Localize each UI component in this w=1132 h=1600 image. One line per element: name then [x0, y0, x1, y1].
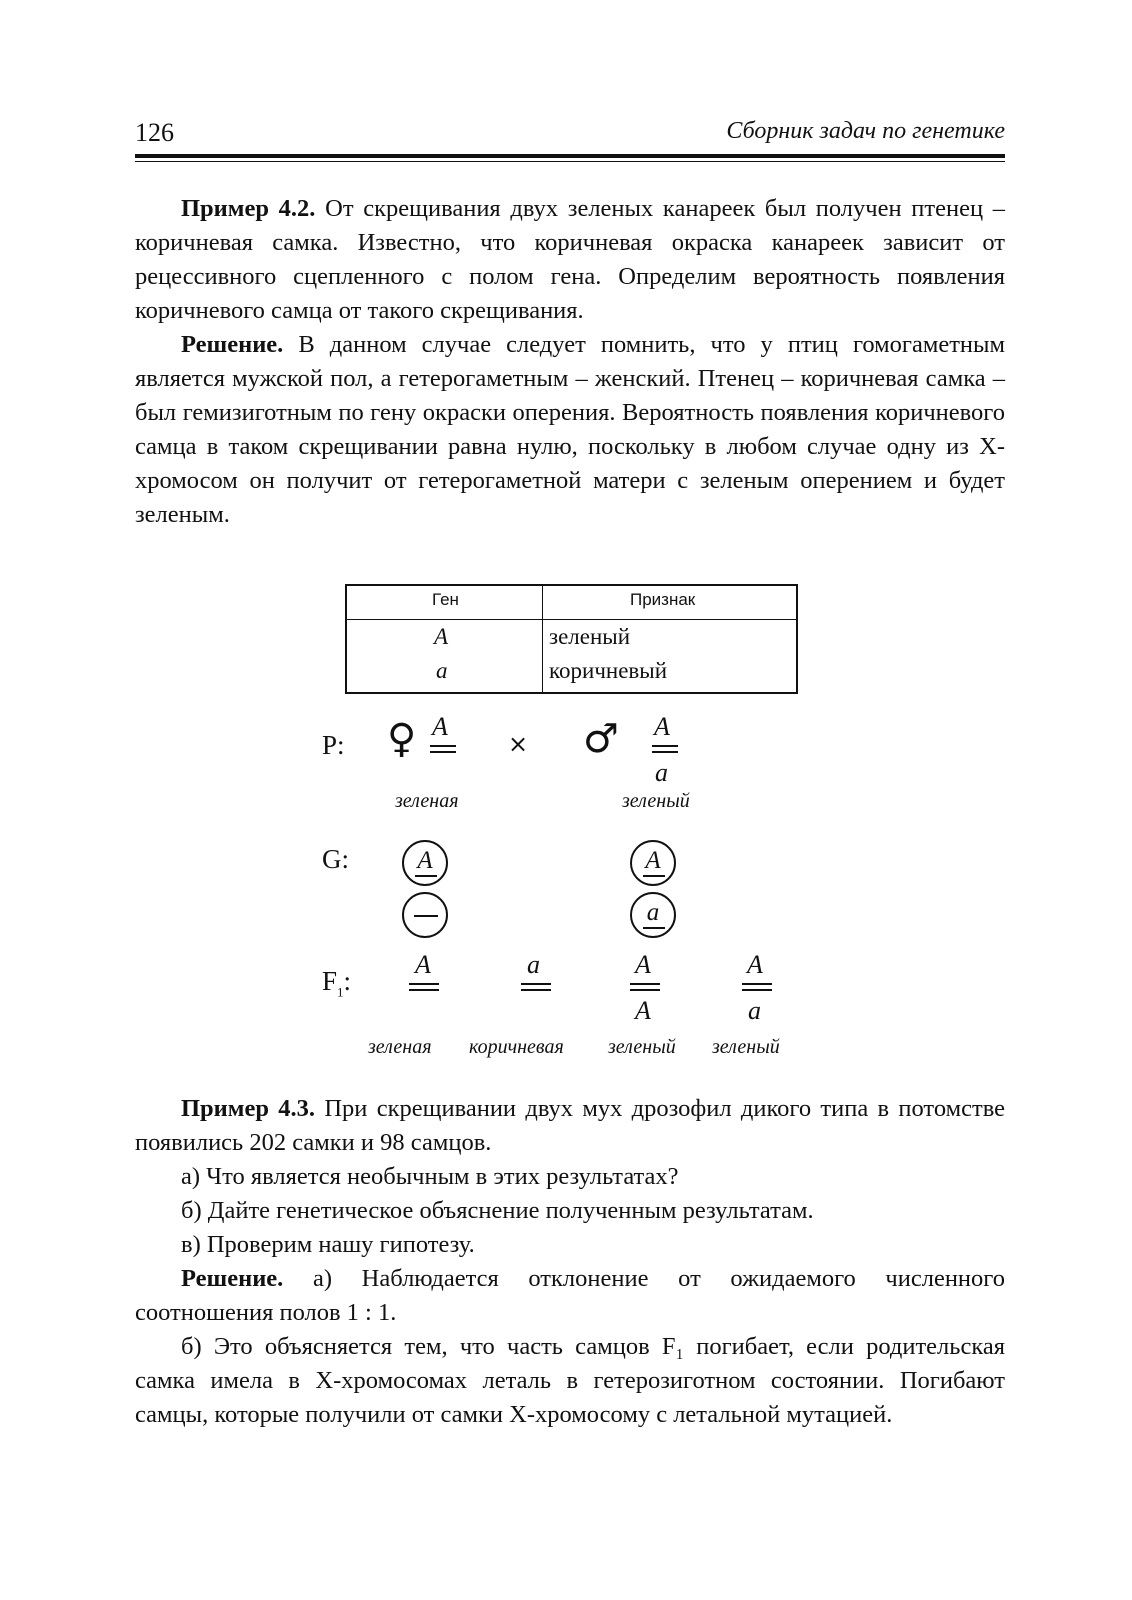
gamete-circle	[630, 840, 676, 886]
solution-label: Решение.	[181, 331, 284, 358]
y-chromosome-arrow	[521, 989, 551, 991]
table-cell-gene: a	[436, 658, 448, 683]
example-4-3-paragraph	[135, 1092, 1005, 1160]
allele: a	[748, 996, 761, 1025]
f1-label: $F_1$:	[322, 966, 352, 1000]
x-chromosome-line	[742, 983, 772, 985]
x-chromosome-line	[521, 983, 551, 985]
phenotype-caption: коричневая	[469, 1036, 564, 1058]
example-text: От скрещивания двух зеленых канареек был получен птенец – коричневая самка. Известно, что коричневая окраска канареек зависит от рецессивного сцепленного с полом гена. Определим вероятность появления коричневого самца от такого скрещивания.	[135, 195, 1005, 324]
y-chromosome-arrow	[430, 751, 456, 753]
x-chromosome-line	[652, 751, 678, 753]
allele: A	[747, 950, 763, 979]
cross-symbol: ×	[508, 730, 529, 758]
table-header-trait: Признак	[630, 590, 696, 609]
gamete-circle	[402, 840, 448, 886]
example-4-3-block	[135, 1092, 1005, 1432]
phenotype-caption: зеленая	[368, 1036, 432, 1058]
question-item: б) Дайте генетическое объяснение полученным результатам.	[181, 1197, 814, 1224]
x-chromosome-line	[742, 989, 772, 991]
allele: a	[527, 950, 540, 979]
phenotype-caption: зеленый	[622, 790, 690, 812]
allele: A	[432, 712, 448, 741]
gamete-allele: A	[645, 847, 661, 874]
table-header-gene: Ген	[432, 590, 459, 609]
table-cell-trait: зеленый	[549, 624, 631, 649]
y-chromosome-dash	[414, 915, 438, 917]
question-item: а) Что является необычным в этих результатах?	[181, 1163, 679, 1190]
female-symbol-icon: ♀	[387, 716, 417, 762]
allele: A	[635, 950, 651, 979]
question-item: в) Проверим нашу гипотезу.	[181, 1231, 475, 1258]
g-label: G:	[322, 844, 349, 874]
page-header	[135, 110, 1005, 150]
gamete-circle	[630, 892, 676, 938]
allele: A	[415, 950, 431, 979]
solution-text: а) Наблюдается отклонение от ожидаемого численного соотношения полов 1 : 1.	[135, 1265, 1005, 1326]
y-chromosome-arrow	[409, 989, 439, 991]
header-rule	[135, 154, 1005, 158]
x-chromosome-line	[652, 745, 678, 747]
x-chromosome-line	[630, 989, 660, 991]
phenotype-caption: зеленый	[712, 1036, 780, 1058]
gamete-allele: A	[417, 847, 433, 874]
p-label: P:	[322, 730, 345, 760]
example-4-2-paragraph	[135, 192, 1005, 328]
x-chromosome-line	[409, 983, 439, 985]
male-symbol-icon: ♂	[583, 716, 619, 762]
running-title: Сборник задач по генетике	[726, 118, 1005, 144]
gamete-allele: a	[646, 899, 660, 926]
example-4-2-block	[135, 192, 1005, 532]
example-text: При скрещивании двух мух дрозофил дикого типа в потомстве появились 202 самки и 98 самцов.	[135, 1095, 1005, 1156]
solution-4-3-paragraph-b: б) Это объясняется тем, что часть самцов F₁ погибает, если родительская самка имела в X-хромосомах леталь в гетерозиготном состоянии. Погибают самцы, которые получили от самки X-хромосому с летальной мутацией.	[135, 1333, 1005, 1428]
table-cell-trait: коричневый	[549, 658, 668, 683]
x-chromosome-line	[430, 745, 456, 747]
allele: a	[655, 758, 668, 787]
solution-label: Решение.	[181, 1265, 284, 1292]
table-cell-gene: A	[434, 624, 449, 649]
x-chromosome-line	[630, 983, 660, 985]
solution-4-2-paragraph	[135, 328, 1005, 532]
header-rule-thin	[135, 161, 1005, 162]
gene-trait-table	[345, 584, 798, 694]
solution-4-3-paragraph	[135, 1262, 1005, 1330]
phenotype-caption: зеленая	[395, 790, 459, 812]
gamete-circle	[402, 892, 448, 938]
example-label: Пример 4.3.	[181, 1095, 316, 1122]
phenotype-caption: зеленый	[608, 1036, 676, 1058]
allele: A	[654, 712, 670, 741]
example-label: Пример 4.2.	[181, 195, 316, 222]
page-number: 126	[135, 118, 174, 147]
allele: A	[635, 996, 651, 1025]
solution-text: В данном случае следует помнить, что у птиц гомогаметным является мужской пол, а гетерогаметным – женский. Птенец – коричневая самка – был гемизиготным по гену окраски оперения. Вероятность появления коричневого самца в таком скрещивании равна нулю, поскольку в любом случае одну из X-хромосом он получит от гетерогаметной матери с зеленым оперением и будет зеленым.	[135, 331, 1005, 528]
